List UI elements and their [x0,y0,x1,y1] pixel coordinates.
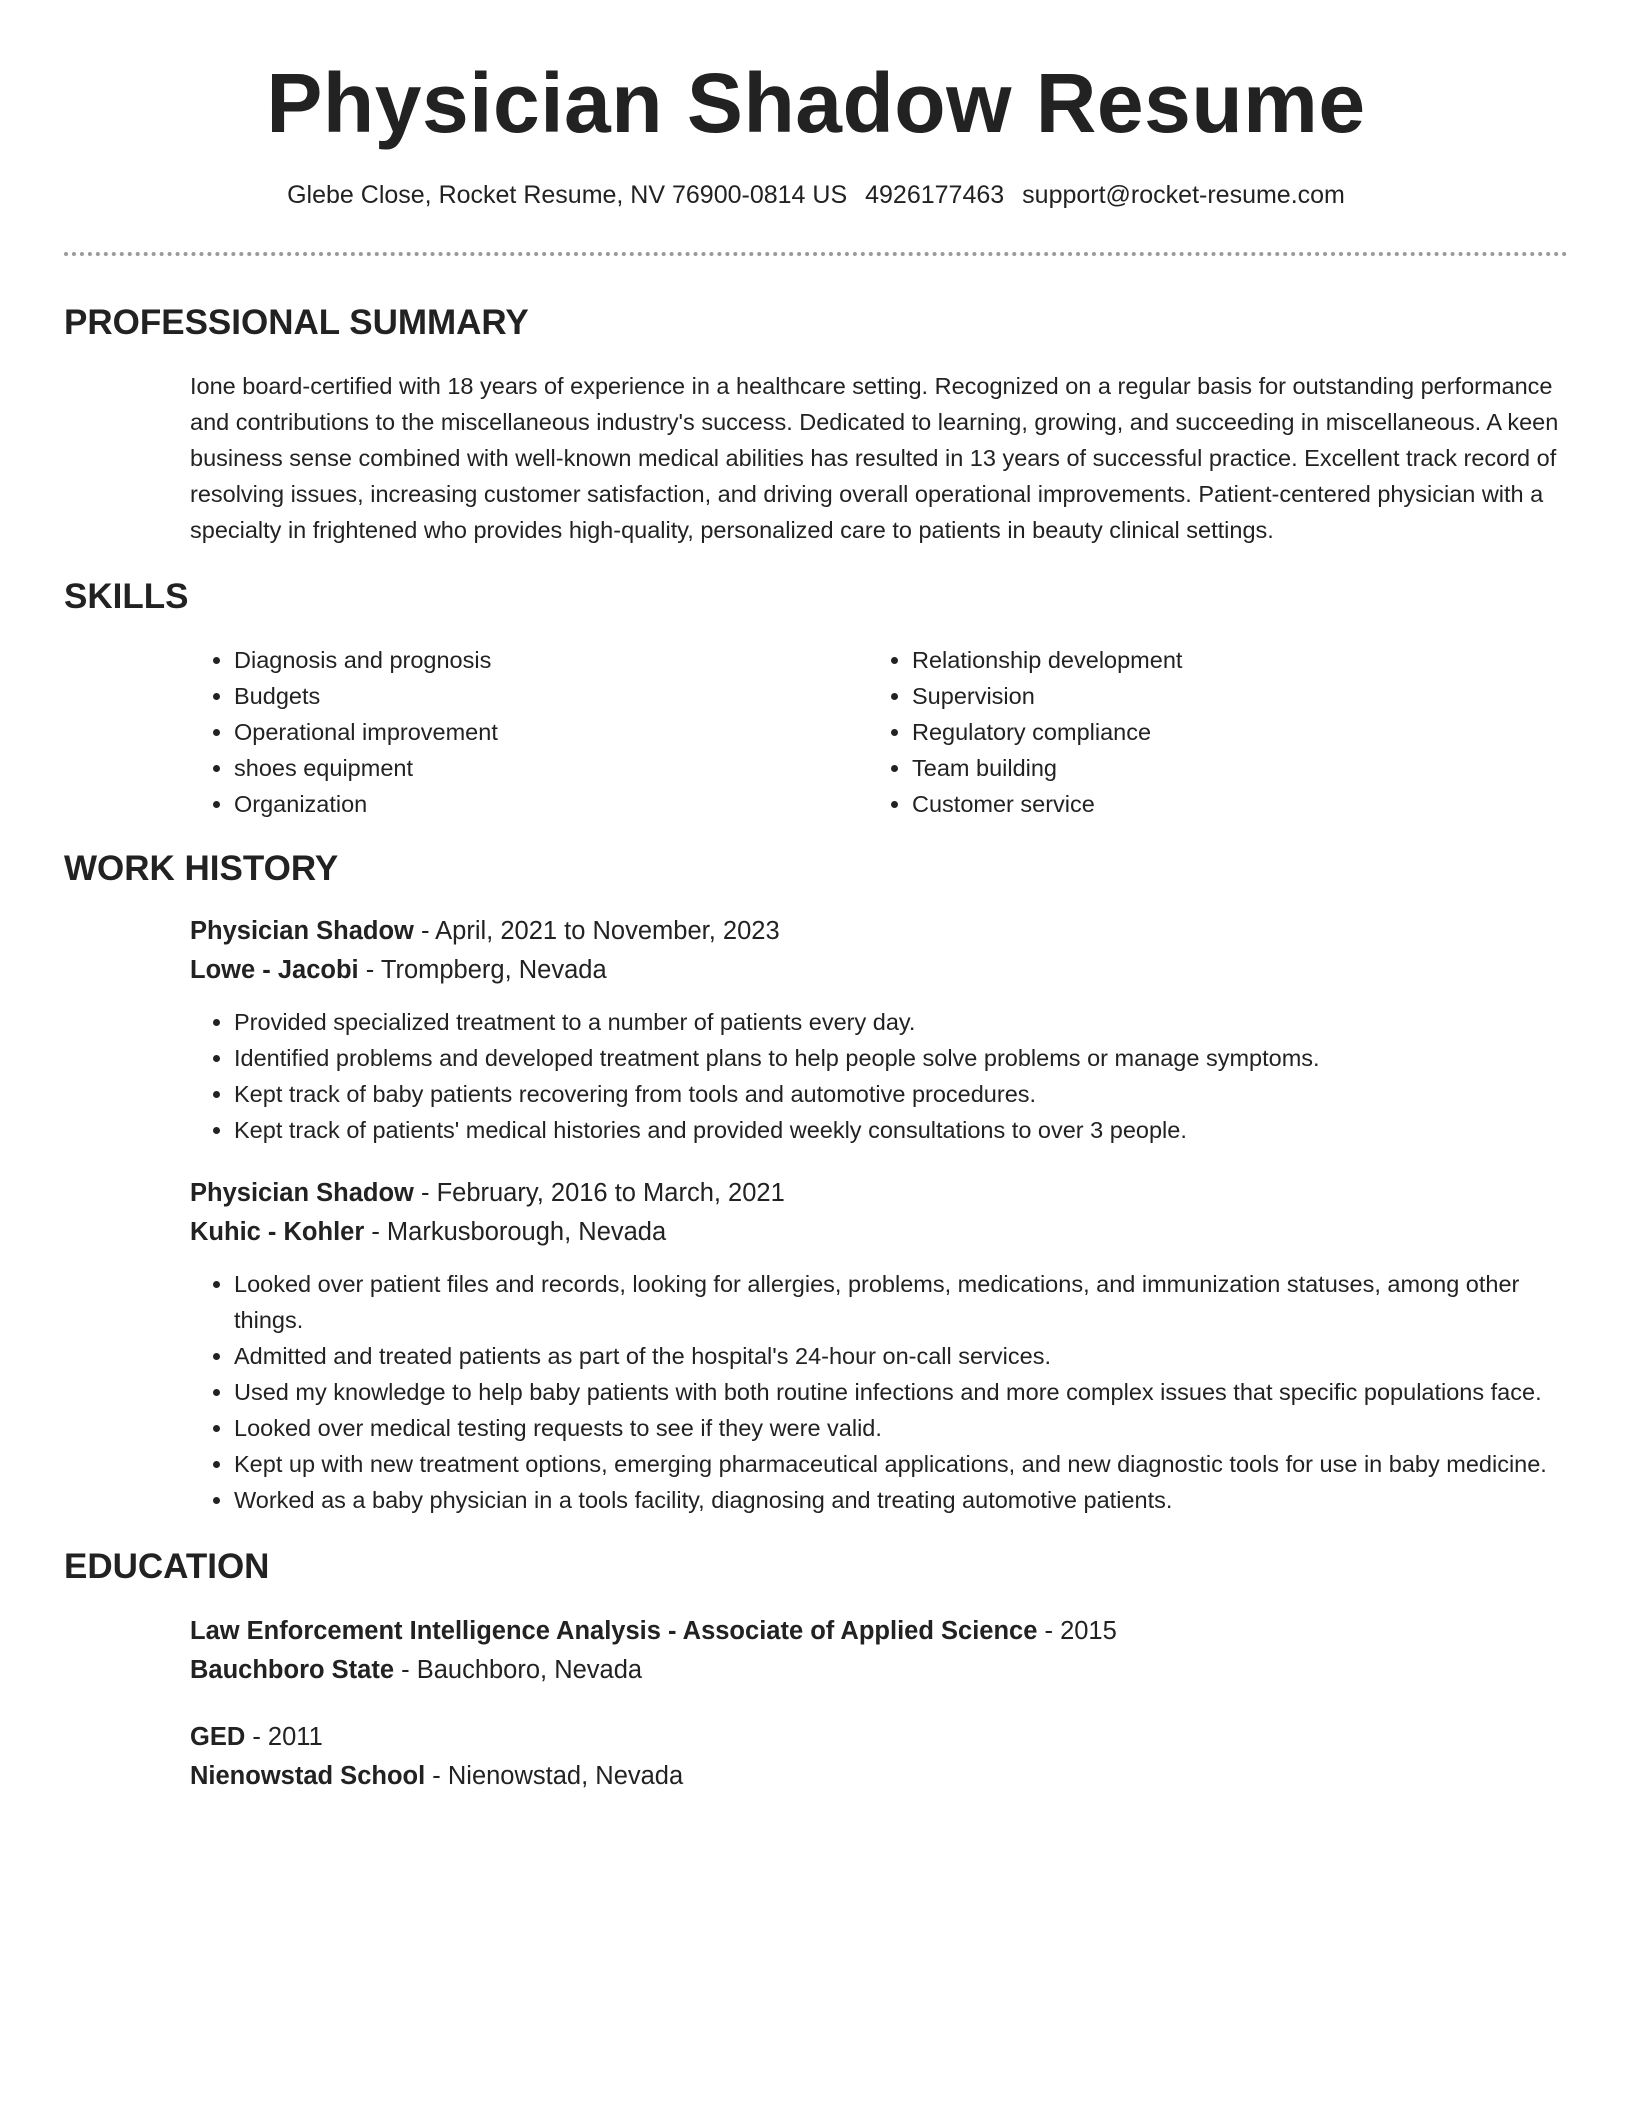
job-bullet: • Looked over patient files and records, looking for allergies, problems, medications, and immunization statuses, among other things. [234,1266,1568,1338]
skill-item: • Operational improvement [234,714,868,750]
job-dates: - April, 2021 to November, 2023 [413,917,780,945]
job-company-line [190,1213,1568,1252]
skills-heading: SKILLS [64,577,189,616]
job-title-line [190,912,1568,951]
skill-item: • Diagnosis and prognosis [234,642,868,678]
skill-item: • Team building [912,750,1546,786]
degree-line [190,1612,1568,1651]
education-heading: EDUCATION [64,1547,270,1586]
school-line [190,1651,1568,1690]
school: Nienowstad School [190,1762,426,1790]
skills-column-left [190,642,868,822]
contact-phone: 4926177463 [865,181,1005,209]
job-entry [190,912,1568,1148]
skills-list [190,642,1568,822]
job-bullets [190,1004,1568,1148]
job-company: Kuhic - Kohler [190,1218,365,1246]
degree-year: - 2015 [1037,1617,1117,1645]
job-role: Physician Shadow [190,1179,414,1207]
job-bullet: • Kept track of patients' medical histories and provided weekly consultations to over 3 people. [234,1112,1568,1148]
job-bullet: • Admitted and treated patients as part of the hospital's 24-hour on-call services. [234,1338,1568,1374]
job-bullet: • Used my knowledge to help baby patients with both routine infections and more complex issues that specific populations face. [234,1374,1568,1410]
degree-year: - 2011 [245,1723,323,1751]
summary-heading: PROFESSIONAL SUMMARY [64,303,529,342]
degree-line [190,1718,1568,1757]
skill-item: • Budgets [234,678,868,714]
degree: Law Enforcement Intelligence Analysis - Associate of Applied Science [190,1617,1038,1645]
job-bullet: • Identified problems and developed treatment plans to help people solve problems or manage symptoms. [234,1040,1568,1076]
job-dates: - February, 2016 to March, 2021 [413,1179,785,1207]
education-entry [190,1718,1568,1796]
summary-text: Ione board-certified with 18 years of experience in a healthcare setting. Recognized on a regular basis for outstanding performance and contributions to the miscellaneous industry's success. Dedicated to learning, growing, and succeeding in miscellaneous. A keen business sense combined with well-known medical abilities has resulted in 13 years of successful practice. Excellent track record of resolving issues, increasing customer satisfaction, and driving overall operational improvements. Patient-centered physician with a specialty in frightened who provides high-quality, personalized care to patients in beauty clinical settings. [190,373,1559,543]
contact-line [64,178,1568,212]
job-bullets [190,1266,1568,1518]
resume-title: Physician Shadow Resume [266,56,1366,150]
job-company: Lowe - Jacobi [190,956,359,984]
job-bullet: • Worked as a baby physician in a tools facility, diagnosing and treating automotive patients. [234,1482,1568,1518]
degree: GED [190,1723,246,1751]
school: Bauchboro State [190,1656,395,1684]
job-bullet: • Provided specialized treatment to a number of patients every day. [234,1004,1568,1040]
job-bullet: • Looked over medical testing requests to see if they were valid. [234,1410,1568,1446]
school-location: - Bauchboro, Nevada [394,1656,643,1684]
skill-item: • Supervision [912,678,1546,714]
job-role: Physician Shadow [190,917,414,945]
skills-column-right [868,642,1546,822]
job-entry [190,1174,1568,1518]
skill-item: • Relationship development [912,642,1546,678]
skill-item: • Customer service [912,786,1546,822]
job-location: - Markusborough, Nevada [364,1218,667,1246]
skill-item: • shoes equipment [234,750,868,786]
skill-item: • Regulatory compliance [912,714,1546,750]
contact-email[interactable]: support@rocket-resume.com [1022,181,1345,209]
job-location: - Trompberg, Nevada [358,956,607,984]
job-company-line [190,951,1568,990]
work-history-heading: WORK HISTORY [64,849,339,888]
job-bullet: • Kept track of baby patients recovering from tools and automotive procedures. [234,1076,1568,1112]
skill-item: • Organization [234,786,868,822]
school-line [190,1757,1568,1796]
job-bullet: • Kept up with new treatment options, emerging pharmaceutical applications, and new diagnostic tools for use in baby medicine. [234,1446,1568,1482]
job-title-line [190,1174,1568,1213]
education-entry [190,1612,1568,1690]
header-divider [64,252,1568,256]
contact-address: Glebe Close, Rocket Resume, NV 76900-0814 US [287,181,848,209]
school-location: - Nienowstad, Nevada [425,1762,684,1790]
